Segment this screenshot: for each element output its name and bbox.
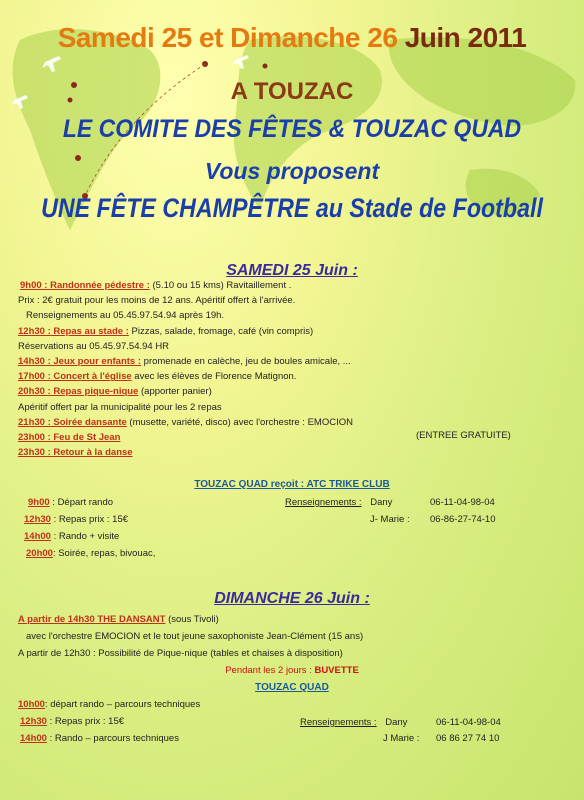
sunday-contact-2-phone: 06 86 27 74 10 [436,733,500,744]
sunday-contact-2-name: J Marie : [383,733,420,744]
sunday-quad-item [18,699,200,710]
sunday-contact-2 [383,733,500,744]
program-text: avec les élèves de Florence Matignon. [131,371,297,383]
program-text: (5.10 ou 15 kms) Ravitaillement . [149,280,292,291]
program-text: : Repas prix : 15€ [46,716,125,727]
propose-title: Vous proposent [204,158,380,184]
program-text: promenade en calèche, jeu de boules amicale, ... [141,356,351,367]
saturday-contact-1-phone: 06-11-04-98-04 [430,497,495,508]
sunday-program-item [18,648,343,659]
saturday-quad-item [24,514,128,525]
saturday-contact-label: Renseignements : [285,497,362,508]
program-text: : Soirée, repas, bivouac, [52,548,156,559]
saturday-program-item [18,341,169,352]
saturday-contact-2 [370,514,496,525]
buvette-line [0,665,584,676]
saturday-quad-item [24,531,119,542]
program-time: 17h00 : Concert à l'église [18,371,132,383]
date-headline [0,22,584,54]
program-time: 12h30 : Repas au stade : [18,325,129,337]
program-time: 21h30 : Soirée dansante [18,416,127,428]
program-text: A partir de 12h30 : Possibilité de Pique-nique (tables et chaises à disposition) [18,648,343,659]
sunday-quad-title: TOUZAC QUAD [255,682,329,693]
saturday-quad-item [28,497,113,508]
program-text: : Rando + visite [50,531,120,542]
program-text: Pizzas, salade, fromage, café (vin compris) [128,325,314,337]
location-title: A TOUZAC [230,78,354,105]
sunday-contact-1-phone: 06-11-04-98-04 [436,717,501,728]
program-text: : Repas prix : 15€ [50,514,129,525]
sunday-program-item [18,614,219,625]
date-headline-part2: Juin 2011 [404,22,527,53]
program-text: Renseignements au 05.45.97.54.94 après 19h. [26,310,225,322]
saturday-program-item [18,447,133,458]
organizers-title: LE COMITE DES FÊTES & TOUZAC QUAD [62,115,522,143]
program-text: Apéritif offert par la municipalité pour les 2 repas [18,401,222,413]
saturday-program-item [18,386,212,397]
saturday-program-item [18,432,120,443]
saturday-program-item [18,371,296,382]
event-title: UNE FÊTE CHAMPÊTRE au Stade de Football [41,193,543,223]
saturday-contact-1 [285,497,495,508]
saturday-program-item [20,280,291,291]
buvette-prefix: Pendant les 2 jours : [225,665,312,676]
program-time: A partir de 14h30 THE DANSANT [18,614,166,625]
saturday-quad-item [26,548,155,559]
saturday-quad-title: TOUZAC QUAD reçoit : ATC TRIKE CLUB [194,479,390,490]
program-time: 23h00 : Feu de St Jean [18,432,121,443]
program-time: 14h00 [24,531,51,542]
program-text: : Départ rando [49,497,114,508]
saturday-contact-1-name: Dany [370,497,393,508]
program-time: 23h30 : Retour à la danse [18,447,133,459]
program-time: 20h00 [26,548,53,559]
saturday-program-item [18,356,351,367]
sunday-contact-1 [300,717,501,728]
program-time: 14h30 : Jeux pour enfants : [18,356,142,367]
sunday-contact-1-name: Dany [385,717,408,728]
program-time: 14h00 [20,733,47,744]
program-text: (apporter panier) [138,386,212,398]
free-entry-note: (ENTREE GRATUITE) [416,430,511,441]
sunday-title: DIMANCHE 26 Juin : [214,590,370,607]
saturday-title: SAMEDI 25 Juin : [226,262,358,279]
program-text: avec l'orchestre EMOCION et le tout jeune saxophoniste Jean-Clément (15 ans) [26,631,364,642]
saturday-program-item [18,295,295,306]
saturday-program-item [26,310,224,321]
program-text: : Rando – parcours techniques [46,733,179,744]
buvette-label: BUVETTE [314,665,359,676]
saturday-program-item [18,417,353,428]
program-time: 9h00 : Randonnée pédestre : [20,280,150,291]
saturday-contact-2-name: J- Marie : [370,514,410,525]
program-text: (musette, variété, disco) avec l'orchestre : EMOCION [126,416,353,428]
program-text: (sous Tivoli) [165,614,219,625]
sunday-quad-item [20,716,124,727]
program-time: 10h00 [18,699,45,710]
program-time: 12h30 [24,514,51,525]
saturday-program-item [18,402,222,413]
program-text: Prix : 2€ gratuit pour les moins de 12 ans. Apéritif offert à l'arrivée. [18,295,296,307]
program-time: 20h30 : Repas pique-nique [18,386,139,398]
saturday-contact-2-phone: 06-86-27-74-10 [430,514,496,525]
program-time: 9h00 [28,497,50,508]
program-text: : départ rando – parcours techniques [44,699,201,710]
saturday-program-item [18,326,313,337]
program-time: 12h30 [20,716,47,727]
date-headline-part1: Samedi 25 et Dimanche 26 [57,22,398,53]
program-text: Réservations au 05.45.97.54.94 HR [18,340,170,352]
sunday-quad-item [20,733,179,744]
sunday-program-item [26,631,363,642]
sunday-contact-label: Renseignements : [300,717,377,728]
